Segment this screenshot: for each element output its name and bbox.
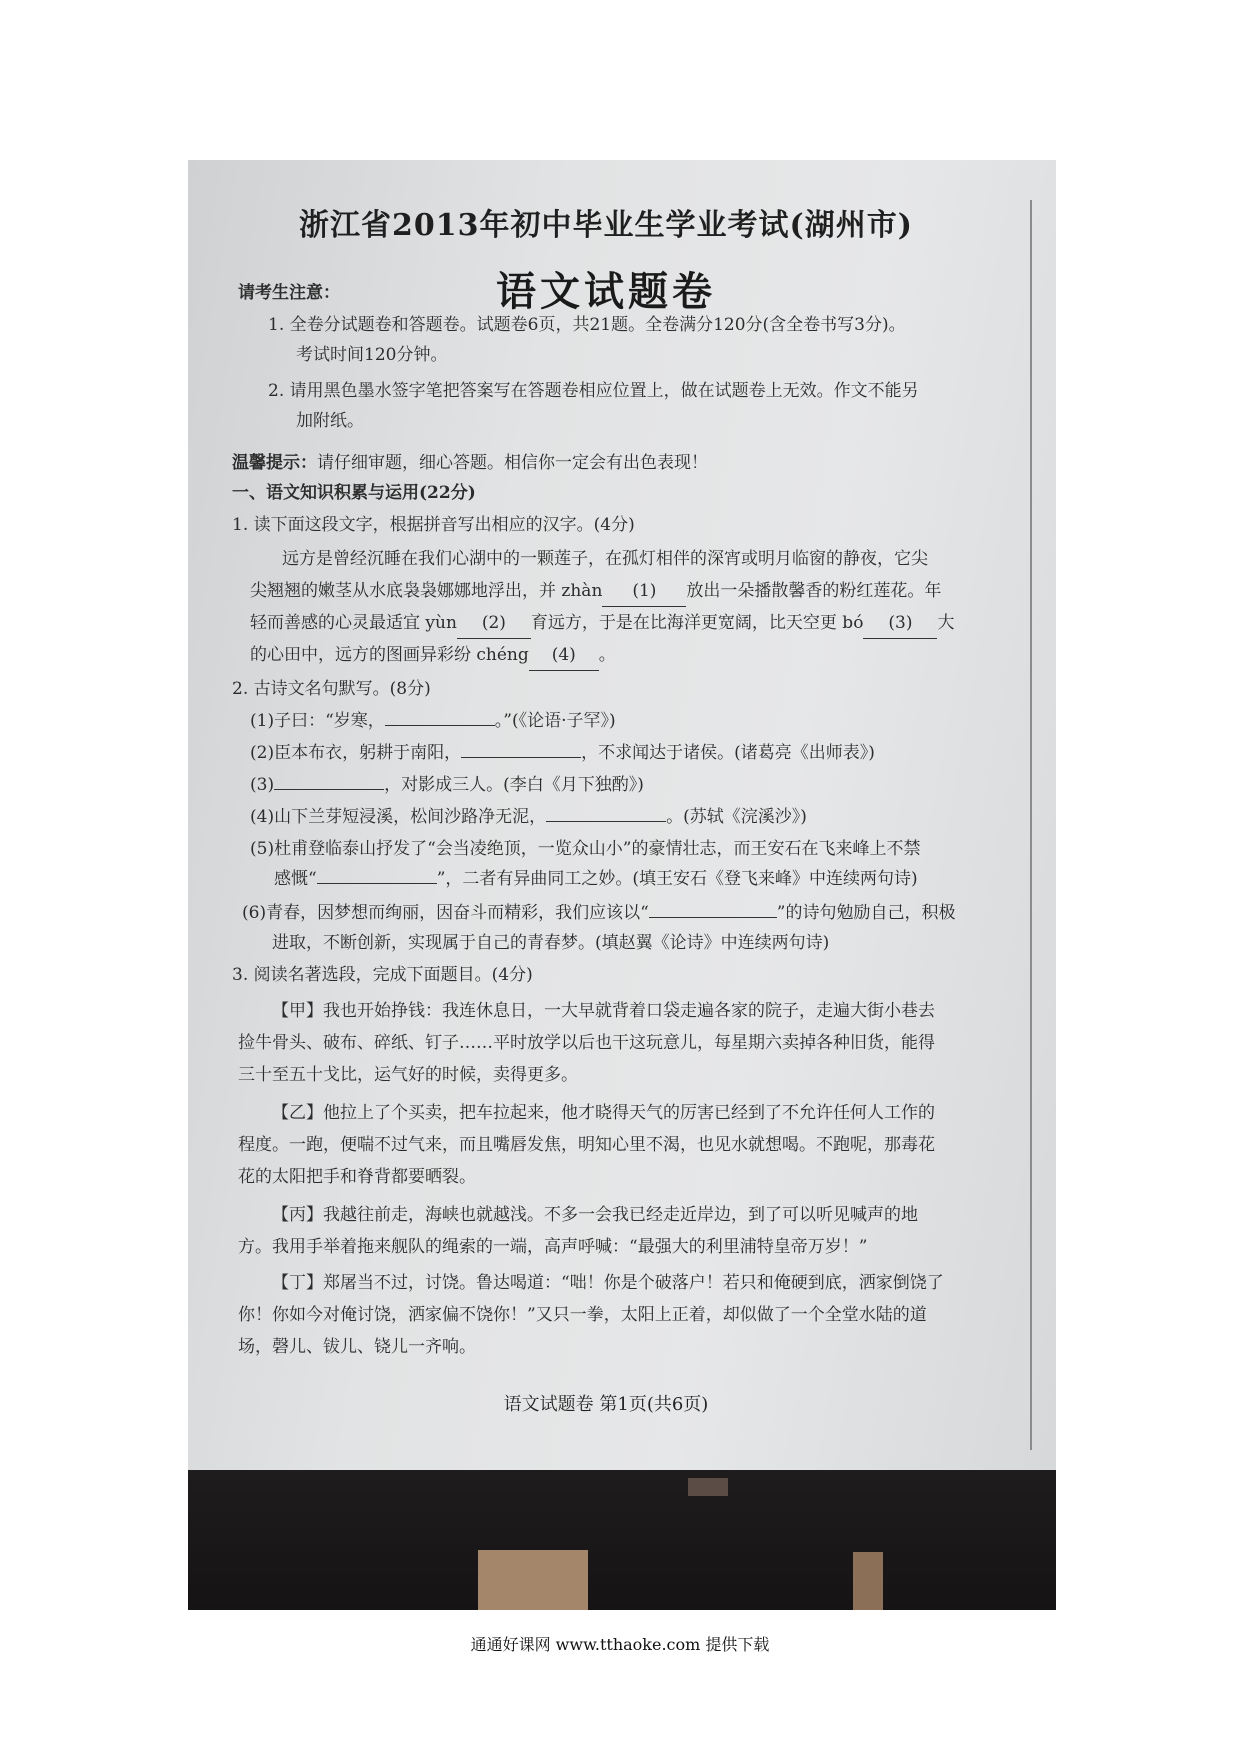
q2-item-1-a: (1)子曰：“岁寒， [250,711,385,731]
q2-item-1 [250,706,616,736]
desk-surface-2 [853,1552,883,1610]
q1-line-3-c: 大 [937,613,955,633]
notice-2-line-1: 2. 请用黑色墨水签字笔把答案写在答题卷相应位置上，做在试题卷上无效。作文不能另 [268,381,919,401]
page-number: 语文试题卷 第1页(共6页) [503,1394,709,1415]
exam-title: 浙江省2013年初中毕业生学业考试(湖州市) [299,208,913,243]
q1-line-4 [250,640,616,671]
q1-line-4-b: 。 [598,645,616,665]
q1-blank-4: (4) [529,640,599,671]
exam-photo [188,160,1056,1610]
tip [232,448,708,478]
exam-subtitle: 语文试题卷 [496,268,716,315]
q2-item-5-b1: 感慨“ [274,869,317,889]
site-footer: 通通好课网 www.tthaoke.com 提供下载 [470,1635,770,1654]
q2-item-6-a2: ”的诗句勉励自己，积极 [776,903,956,923]
photo-background [188,1470,1056,1610]
exam-paper [188,160,1056,1470]
paper-edge [1030,200,1032,1450]
desk-surface [478,1550,588,1610]
q2-item-6-line-1 [242,898,955,928]
q1-line-3-a: 轻而善感的心灵最适宜 yùn [250,613,457,633]
q3-jia-1: 【甲】我也开始挣钱：我连休息日，一大早就背着口袋走遍各家的院子，走遍大街小巷去 [272,1001,935,1021]
q1-blank-1: (1) [602,576,686,607]
section-1-heading: 一、语文知识积累与运用(22分) [232,483,476,503]
q3-ding-1: 【丁】郑屠当不过，讨饶。鲁达喝道：“咄！你是个破落户！若只和俺硬到底，洒家倒饶了 [272,1273,944,1293]
q3-bing-2: 方。我用手举着拖来舰队的绳索的一端，高声呼喊：“最强大的利里浦特皇帝万岁！” [238,1237,868,1257]
tip-label: 温馨提示： [232,453,317,473]
q2-blank-2 [461,757,581,758]
q2-item-6-a1: (6)青春，因梦想而绚丽，因奋斗而精彩，我们应该以“ [242,903,649,923]
notice-1-line-1: 1. 全卷分试题卷和答题卷。试题卷6页，共21题。全卷满分120分(含全卷书写3分)。 [268,315,906,335]
q3-ding-2: 你！你如今对俺讨饶，洒家偏不饶你！”又只一拳，太阳上正着，却似做了一个全堂水陆的道 [238,1305,927,1325]
q2-item-2 [250,738,875,768]
q2-item-3-a: (3) [250,775,275,795]
q1-blank-2: (2) [457,608,531,639]
notice-heading: 请考生注意： [238,283,340,303]
q2-item-6-line-2: 进取，不断创新，实现属于自己的青春梦。(填赵翼《论诗》中连续两句诗) [272,933,830,953]
q2-blank-5 [317,883,437,884]
q3-yi-2: 程度。一跑，便喘不过气来，而且嘴唇发焦，明知心里不渴，也见水就想喝。不跑呢，那毒花 [238,1135,935,1155]
q2-item-4-b: 。(苏轼《浣溪沙》) [666,807,807,827]
notice-1-line-2: 考试时间120分钟。 [296,345,448,365]
q3-stem: 3. 阅读名著选段，完成下面题目。(4分) [232,965,533,985]
q2-item-2-b: ，不求闻达于诸侯。(诸葛亮《出师表》) [581,743,875,763]
q1-line-3-b: 育远方，于是在比海洋更宽阔，比天空更 bó [530,613,864,633]
q2-blank-6 [649,917,777,918]
q3-ding-3: 场，磬儿、钹儿、铙儿一齐响。 [238,1337,476,1357]
q1-line-4-a: 的心田中，远方的图画异彩纷 chéng [250,645,529,665]
desk-surface-3 [688,1478,728,1496]
q2-blank-3 [274,789,384,790]
q2-item-5-line-2 [274,864,918,894]
tip-text: 请仔细审题，细心答题。相信你一定会有出色表现！ [317,453,708,473]
q2-item-1-b: 。”(《论语·子罕》) [494,711,616,731]
q3-jia-2: 捡牛骨头、破布、碎纸、钉子……平时放学以后也干这玩意儿，每星期六卖掉各种旧货，能得 [238,1033,935,1053]
q1-line-1: 远方是曾经沉睡在我们心湖中的一颗莲子，在孤灯相伴的深宵或明月临窗的静夜，它尖 [282,549,928,569]
q2-item-2-a: (2)臣本布衣，躬耕于南阳， [250,743,462,763]
q3-yi-3: 花的太阳把手和脊背都要晒裂。 [238,1167,476,1187]
q1-line-2 [250,576,941,607]
q2-item-5-line-1: (5)杜甫登临泰山抒发了“会当凌绝顶，一览众山小”的豪情壮志，而王安石在飞来峰上不禁 [250,839,921,859]
q2-stem: 2. 古诗文名句默写。(8分) [232,679,431,699]
q3-bing-1: 【丙】我越往前走，海峡也就越浅。不多一会我已经走近岸边，到了可以听见喊声的地 [272,1205,918,1225]
q3-jia-3: 三十至五十戈比，运气好的时候，卖得更多。 [238,1065,578,1085]
q2-item-5-b2: ”，二者有异曲同工之妙。(填王安石《登飞来峰》中连续两句诗) [436,869,918,889]
q2-item-4-a: (4)山下兰芽短浸溪，松间沙路净无泥， [250,807,547,827]
q1-stem: 1. 读下面这段文字，根据拼音写出相应的汉字。(4分) [232,515,635,535]
q2-item-4 [250,802,807,832]
q2-blank-4 [546,821,666,822]
q1-line-3 [250,608,954,639]
q1-line-2-a: 尖翘翘的嫩茎从水底袅袅娜娜地浮出，并 zhàn [250,581,603,601]
q2-item-3-b: ，对影成三人。(李白《月下独酌》) [384,775,644,795]
q3-yi-1: 【乙】他拉上了个买卖，把车拉起来，他才晓得天气的厉害已经到了不允许任何人工作的 [272,1103,935,1123]
q1-blank-3: (3) [863,608,937,639]
q2-blank-1 [385,725,495,726]
q1-line-2-b: 放出一朵播散馨香的粉红莲花。年 [686,581,942,601]
notice-2-line-2: 加附纸。 [296,411,364,431]
q2-item-3 [250,770,644,800]
